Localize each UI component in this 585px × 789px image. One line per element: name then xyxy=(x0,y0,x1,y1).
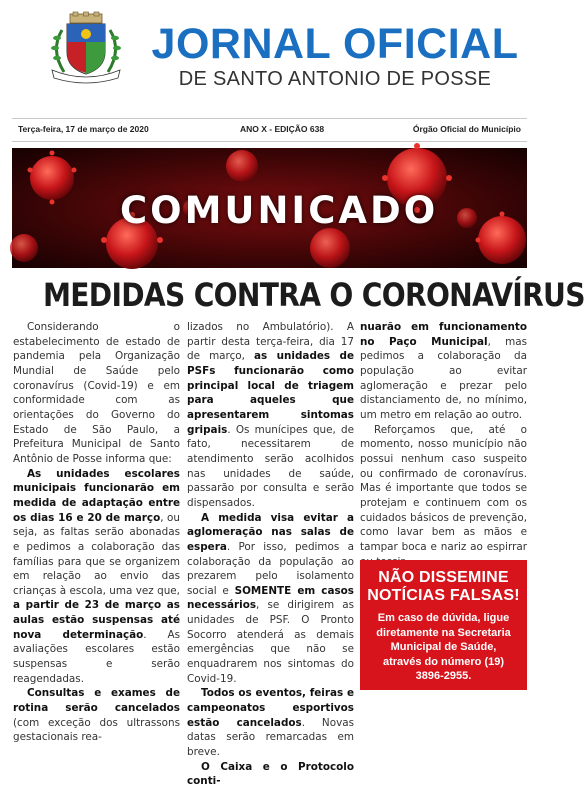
paragraph: A medida visa evitar a aglomeração nas salas de espera. Por isso, pedimos a colaboração da população ao prezarem pelo isolamento social e SOMENTE em casos necessários, se dirigirem as unidades de PSF. O Pronto Socorro atenderá as demais emergências que não se enquadrarem nos sintomas do Covid-19. xyxy=(187,511,354,685)
article-headline: MEDIDAS CONTRA O CORONAVÍRUS xyxy=(42,276,585,314)
article-column-1 xyxy=(13,320,180,744)
masthead xyxy=(0,0,540,110)
banner-title: COMUNICADO xyxy=(120,189,439,232)
paragraph: Reforçamos que, até o momento, nosso município não possui nenhum caso suspeito ou confirmado de coronavírus. Mas é importante que todos se protejam e continuem com os cuidados básicos de prevenção, como lavar bem as mãos e tampar boca e nariz ao espirrar xyxy=(360,423,527,553)
paragraph: lizados no Ambulatório). A partir desta terça-feira, dia 17 de março, as unidades de PSFs funcionarão como principal local de triagem para aqueles que apresentarem sintomas gripais. Os munícipes que, de fato, necessitarem de atendimento serão acolhidos nas unidades de saúde, passarão por consulta e serão dispensados. xyxy=(187,321,354,509)
official-organ-label: Órgão Oficial do Município xyxy=(412,124,521,134)
fake-news-alert-box xyxy=(360,560,527,690)
issue-date: Terça-feira, 17 de março de 2020 xyxy=(18,124,149,134)
paragraph: Consultas e exames de rotina serão cancelados (com exceção dos ultrassons gestacionais rea- xyxy=(13,687,180,744)
newspaper-title: JORNAL OFICIAL xyxy=(151,20,519,68)
edition-number: ANO X - EDIÇÃO 638 xyxy=(240,124,325,134)
alert-body: Em caso de dúvida, ligue diretamente na Secretaria Municipal de Saúde, através do número (19) 3896-2955. xyxy=(376,612,511,682)
article-column-2 xyxy=(187,320,354,788)
newspaper-subtitle: DE SANTO ANTONIO DE POSSE xyxy=(178,68,492,90)
alert-title: NÃO DISSEMINE NOTÍCIAS FALSAS! xyxy=(367,569,520,604)
paragraph: Todos os eventos, feiras e campeonatos esportivos estão cancelados. Novas datas serão remarcadas em breve. xyxy=(187,687,354,759)
municipal-crest-icon xyxy=(40,12,132,82)
paragraph: Considerando o estabelecimento de estado de pandemia pela Organização Mundial de Saúde pelo coronavírus (Covid-19) e em conformidade com as orientações do Governo do Estado de São Paulo, a Prefeitura Municipal de Santo Antônio de Posse informa que: xyxy=(13,321,180,465)
paragraph: nuarão em funcionamento no Paço Municipal, mas pedimos a colaboração da população ao evitar aglomeração e prezar pelo distanciamento de, no mínimo, um metro em relação ao outro. xyxy=(360,321,527,421)
paragraph: As unidades escolares municipais funcionarão em medida de adaptação entre os dias 16 e 20 de março, ou seja, as faltas serão abonadas e pedimos a colaboração das famílias para que se organizem em relação ao envio das crianças à escola, uma vez que, a partir de 23 de março as aulas estão suspensas até nova determinação. As avaliações escolares estão suspensas e serão reagendadas. xyxy=(13,467,180,685)
edition-info-bar xyxy=(12,118,527,142)
paragraph: O Caixa e o Protocolo conti- xyxy=(187,760,354,788)
